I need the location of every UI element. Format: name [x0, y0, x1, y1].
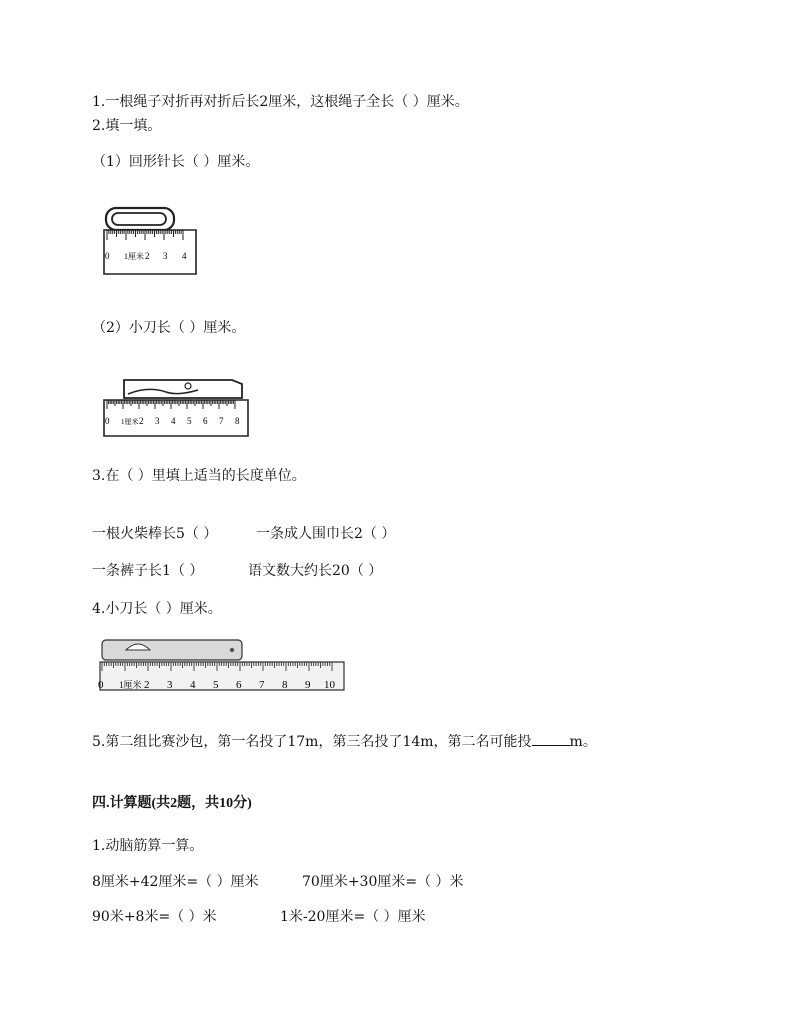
ruler-3-label-3: 3	[167, 679, 173, 691]
ruler-3-label-8: 8	[282, 679, 288, 691]
ruler-1-label-2: 2	[145, 251, 150, 261]
question-5-text: 5.第二组比赛沙包，第一名投了17m，第三名投了14m，第二名可能投	[92, 734, 532, 750]
calc-item-4: 1米-20厘米=（ ）厘米	[280, 909, 426, 925]
question-3-title: 3.在（ ）里填上适当的长度单位。	[92, 468, 306, 484]
ruler-2-label-6: 6	[203, 416, 208, 426]
ruler-2-label-3: 3	[155, 416, 160, 426]
paperclip-ruler-figure	[100, 204, 200, 276]
ruler-3-label-5: 5	[213, 679, 219, 691]
calc-item-3: 90米+8米=（ ）米	[92, 909, 217, 925]
calc-row-1	[92, 872, 464, 892]
ruler-2-label-7: 7	[219, 416, 224, 426]
ruler-3-label-1: 1厘米	[119, 680, 142, 690]
ruler-3-label-10: 10	[324, 679, 335, 691]
ruler-1-label-4: 4	[182, 251, 187, 261]
knife-long-ruler-figure	[96, 634, 346, 692]
folding-knife-icon	[102, 640, 242, 660]
ruler-2-label-0: 0	[105, 416, 110, 426]
question-4-title: 4.小刀长（ ）厘米。	[92, 601, 222, 617]
question-1: 1.一根绳子对折再对折后长2厘米，这根绳子全长（ ）厘米。	[92, 94, 469, 110]
question-2-part-2: （2）小刀长（ ）厘米。	[92, 320, 246, 336]
calc-item-2: 70厘米+30厘米=（ ）米	[302, 874, 464, 890]
question-5	[92, 732, 597, 752]
question-2-title: 2.填一填。	[92, 118, 162, 134]
question-5-answer-blank	[532, 733, 570, 746]
ruler-2-label-2: 2	[139, 416, 144, 426]
ruler-2-label-5: 5	[187, 416, 192, 426]
ruler-3-label-6: 6	[236, 679, 242, 691]
question-3-item-matchstick: 一根火柴棒长5（ ）	[92, 526, 218, 542]
question-5-unit: m。	[569, 734, 597, 750]
question-3-item-book: 语文数大约长20（ ）	[248, 563, 383, 579]
calc-item-1: 8厘米+42厘米=（ ）厘米	[92, 874, 259, 890]
ruler-3-label-7: 7	[259, 679, 265, 691]
ruler-3-label-2: 2	[144, 679, 150, 691]
question-3-row-2	[92, 561, 382, 581]
ruler-2-label-4: 4	[171, 416, 176, 426]
knife-icon	[124, 380, 242, 398]
ruler-3-label-4: 4	[190, 679, 196, 691]
ruler-1-label-1: 1厘米	[124, 252, 144, 261]
question-3-item-scarf: 一条成人围巾长2（ ）	[256, 526, 396, 542]
calc-row-2	[92, 907, 426, 927]
ruler-3-label-0: 0	[98, 679, 104, 691]
ruler-2-label-8: 8	[235, 416, 240, 426]
ruler-1-label-3: 3	[163, 251, 168, 261]
ruler-2-label-1: 1厘米	[121, 418, 139, 426]
knife-ruler-figure	[102, 374, 252, 440]
question-3-item-trousers: 一条裤子长1（ ）	[92, 563, 204, 579]
ruler-1-label-0: 0	[105, 251, 110, 261]
paperclip-icon	[106, 208, 174, 230]
question-2-part-1: （1）回形针长（ ）厘米。	[92, 154, 260, 170]
section-4-heading: 四.计算题(共2题，共10分)	[92, 796, 252, 811]
ruler-3-label-9: 9	[305, 679, 311, 691]
question-3-row-1	[92, 524, 395, 544]
section-4-subtitle: 1.动脑筋算一算。	[92, 838, 204, 854]
